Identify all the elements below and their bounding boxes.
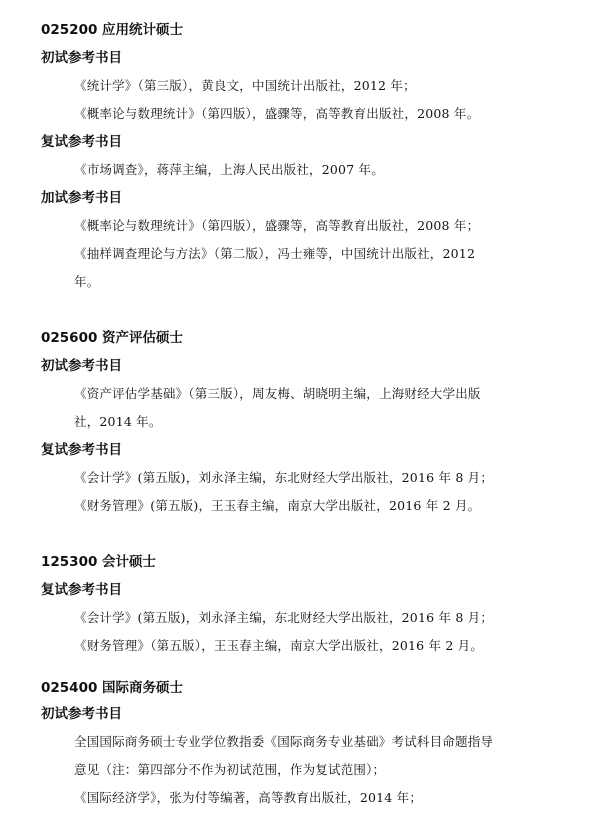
reference-line: 《市场调查》，蒋萍主编，上海人民出版社，2007 年。	[74, 162, 384, 177]
retest-heading: 复试参考书目	[41, 134, 122, 150]
reference-line: 《抽样调查理论与方法》（第二版），冯士雍等，中国统计出版社，2012	[74, 246, 476, 261]
reference-line: 《概率论与数理统计》（第四版），盛骤等，高等教育出版社，2008 年。	[74, 106, 480, 121]
retest-heading: 复试参考书目	[41, 442, 122, 458]
section-title-applied-statistics: 025200 应用统计硕士	[41, 22, 184, 38]
reference-line-continuation: 意见（注：第四部分不作为初试范围，作为复试范围）；	[74, 762, 386, 777]
section-title-asset-appraisal: 025600 资产评估硕士	[41, 330, 184, 346]
reference-line: 《国际经济学》，张为付等编著，高等教育出版社，2014 年；	[74, 790, 423, 805]
reference-line: 《会计学》(第五版)，刘永泽主编，东北财经大学出版社，2016 年 8 月；	[74, 610, 494, 625]
reference-line: 《统计学》（第三版），黄良文，中国统计出版社，2012 年；	[74, 78, 416, 93]
reference-line: 《概率论与数理统计》（第四版），盛骤等，高等教育出版社，2008 年；	[74, 218, 480, 233]
section-title-accounting: 125300 会计硕士	[41, 554, 157, 570]
section-title-international-business: 025400 国际商务硕士	[41, 680, 184, 696]
reference-line-continuation: 年。	[74, 274, 100, 289]
retest-heading: 复试参考书目	[41, 582, 122, 598]
reference-line: 《财务管理》（第五版），王玉春主编，南京大学出版社，2016 年 2 月。	[74, 638, 484, 653]
reference-line: 《会计学》(第五版)，刘永泽主编，东北财经大学出版社，2016 年 8 月；	[74, 470, 494, 485]
initial-exam-heading: 初试参考书目	[41, 358, 122, 374]
extra-exam-heading: 加试参考书目	[41, 190, 122, 206]
reference-line-continuation: 社，2014 年。	[74, 414, 162, 429]
reference-line: 《财务管理》(第五版)，王玉春主编，南京大学出版社，2016 年 2 月。	[74, 498, 481, 513]
initial-exam-heading: 初试参考书目	[41, 706, 122, 722]
reference-line: 全国国际商务硕士专业学位教指委《国际商务专业基础》考试科目命题指导	[74, 734, 494, 749]
initial-exam-heading: 初试参考书目	[41, 50, 122, 66]
reference-line: 《资产评估学基础》（第三版），周友梅、胡晓明主编，上海财经大学出版	[74, 386, 481, 401]
